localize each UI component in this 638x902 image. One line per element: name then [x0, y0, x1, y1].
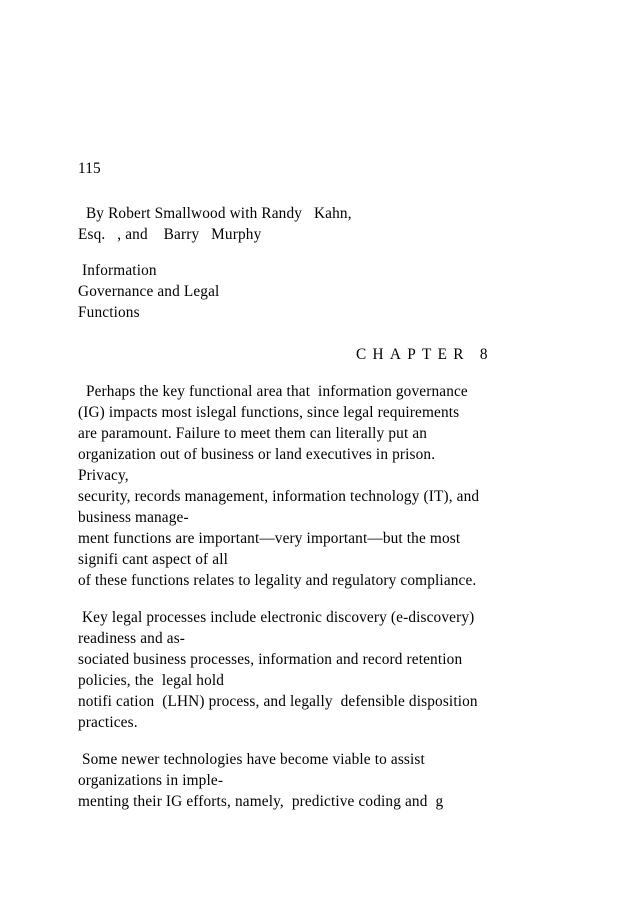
paragraph-1-line: (IG) impacts most islegal functions, since legal requirements	[78, 404, 460, 421]
paragraph-2-line: Key legal processes include electronic discovery (e-discovery)	[78, 609, 475, 626]
title-line-3: Functions	[78, 304, 140, 321]
paragraph-3-line: organizations in imple-	[78, 772, 224, 789]
paragraph-3-line: menting their IG efforts, namely, predictive coding and g	[78, 793, 444, 810]
title-line-1: Information	[78, 262, 157, 279]
paragraph-1-line: business manage-	[78, 509, 189, 526]
page-number: 115	[78, 160, 101, 177]
paragraph-2-line: notifi cation (LHN) process, and legally defensible disposition	[78, 693, 478, 710]
paragraph-1-line: Perhaps the key functional area that information governance	[78, 383, 468, 400]
paragraph-2-line: policies, the legal hold	[78, 672, 225, 689]
paragraph-3-line: Some newer technologies have become viable to assist	[78, 751, 425, 768]
paragraph-2-line: readiness and as-	[78, 630, 186, 647]
chapter-label: CHAPTER 8	[356, 346, 494, 363]
paragraph-1-line: Privacy,	[78, 467, 129, 484]
paragraph-1-line: are paramount. Failure to meet them can literally put an	[78, 425, 428, 442]
paragraph-2-line: practices.	[78, 714, 138, 731]
paragraph-1-line: security, records management, information technology (IT), and	[78, 488, 480, 505]
paragraph-2-line: sociated business processes, information and record retention	[78, 651, 463, 668]
byline-line-2: Esq. , and Barry Murphy	[78, 226, 262, 243]
paragraph-1-line: signifi cant aspect of all	[78, 551, 229, 568]
byline-line-1: By Robert Smallwood with Randy Kahn,	[78, 205, 352, 222]
paragraph-1-line: ment functions are important—very important—but the most	[78, 530, 461, 547]
paragraph-1-line: of these functions relates to legality and regulatory compliance.	[78, 572, 477, 589]
title-line-2: Governance and Legal	[78, 283, 220, 300]
paragraph-1-line: organization out of business or land executives in prison.	[78, 446, 436, 463]
